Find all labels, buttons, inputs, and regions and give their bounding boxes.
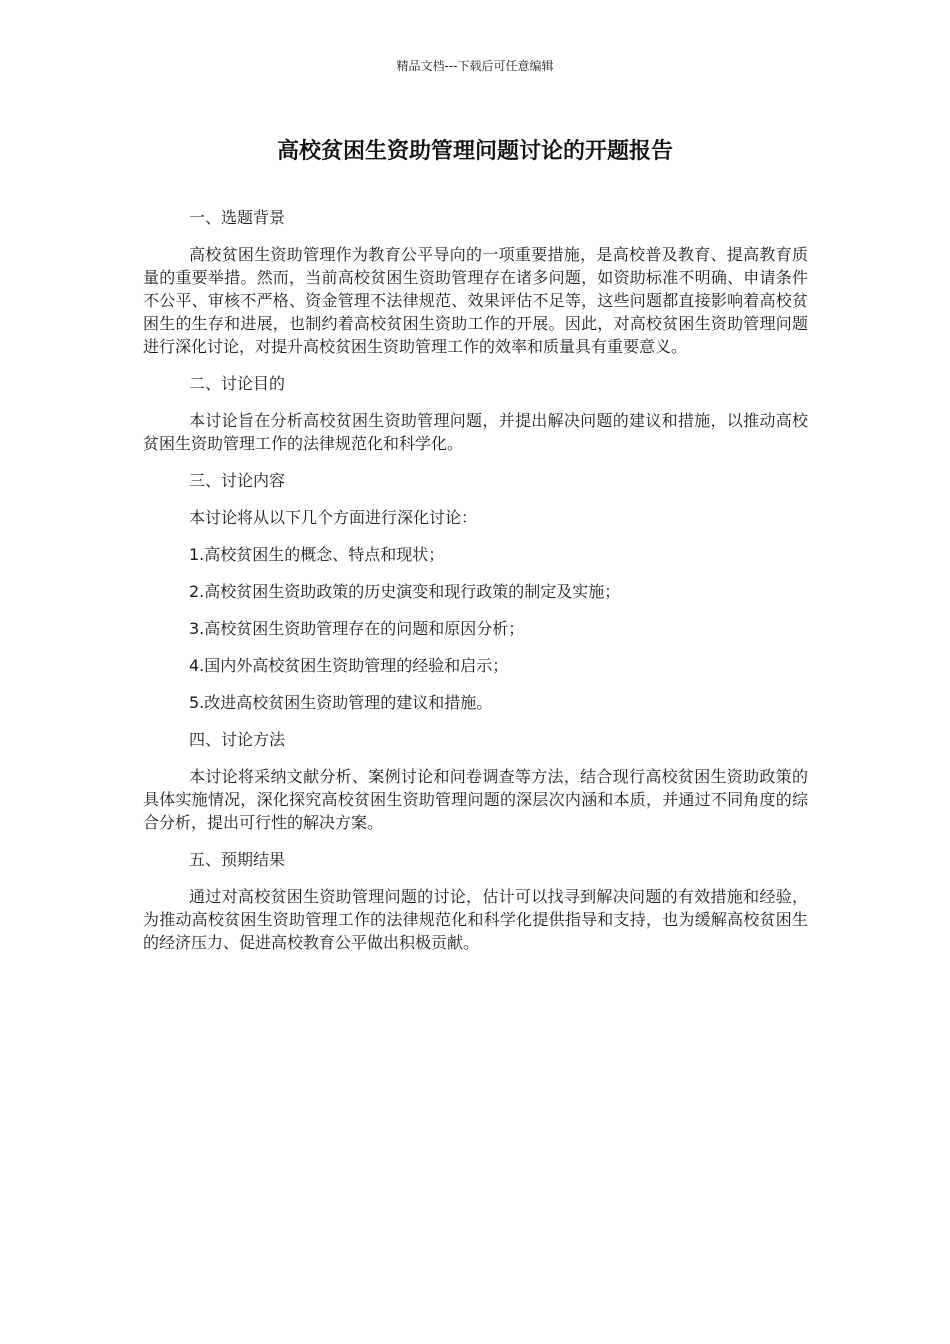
section-paragraph: 高校贫困生资助管理作为教育公平导向的一项重要措施，是高校普及教育、提高教育质量的重要举措。然而，当前高校贫困生资助管理存在诸多问题，如资助标准不明确、申请条件不公平、审核不严格、资金管理不法律规范、效果评估不足等，这些问题都直接影响着高校贫困生的生存和进展，也制约着高校贫困生资助工作的开展。因此，对高校贫困生资助管理问题进行深化讨论，对提升高校贫困生资助管理工作的效率和质量具有重要意义。 <box>143 245 808 356</box>
section-paragraph: 本讨论旨在分析高校贫困生资助管理问题，并提出解决问题的建议和措施，以推动高校贫困生资助管理工作的法律规范化和科学化。 <box>143 411 808 453</box>
page-header: 精品文档---下载后可任意编辑 <box>396 59 554 73</box>
section-paragraph: 本讨论将采纳文献分析、案例讨论和问卷调查等方法，结合现行高校贫困生资助政策的具体实施情况，深化探究高校贫困生资助管理问题的深层次内涵和本质，并通过不同角度的综合分析，提出可行性的解决方案。 <box>143 767 808 832</box>
section-method <box>143 728 808 834</box>
section-heading: 一、选题背景 <box>189 208 286 227</box>
section-paragraph: 通过对高校贫困生资助管理问题的讨论，估计可以找寻到解决问题的有效措施和经验，为推动高校贫困生资助管理工作的法律规范化和科学化提供指导和支持，也为缓解高校贫困生的经济压力、促进高校教育公平做出积极贡献。 <box>143 887 808 952</box>
list-item: 1.高校贫困生的概念、特点和现状； <box>189 545 445 564</box>
section-heading: 五、预期结果 <box>189 850 286 869</box>
list-item: 4.国内外高校贫困生资助管理的经验和启示； <box>189 656 509 675</box>
document-title: 高校贫困生资助管理问题讨论的开题报告 <box>276 139 673 164</box>
section-expected-results <box>143 848 808 954</box>
list-item: 5.改进高校贫困生资助管理的建议和措施。 <box>189 693 493 712</box>
section-content <box>143 469 808 714</box>
section-heading: 三、讨论内容 <box>189 471 286 490</box>
section-background <box>143 206 808 358</box>
list-item: 2.高校贫困生资助政策的历史演变和现行政策的制定及实施； <box>189 582 621 601</box>
section-heading: 二、讨论目的 <box>189 374 286 393</box>
section-heading: 四、讨论方法 <box>189 730 286 749</box>
section-intro: 本讨论将从以下几个方面进行深化讨论： <box>189 508 478 527</box>
list-item: 3.高校贫困生资助管理存在的问题和原因分析； <box>189 619 525 638</box>
section-purpose <box>143 372 808 455</box>
document-body <box>143 206 808 968</box>
